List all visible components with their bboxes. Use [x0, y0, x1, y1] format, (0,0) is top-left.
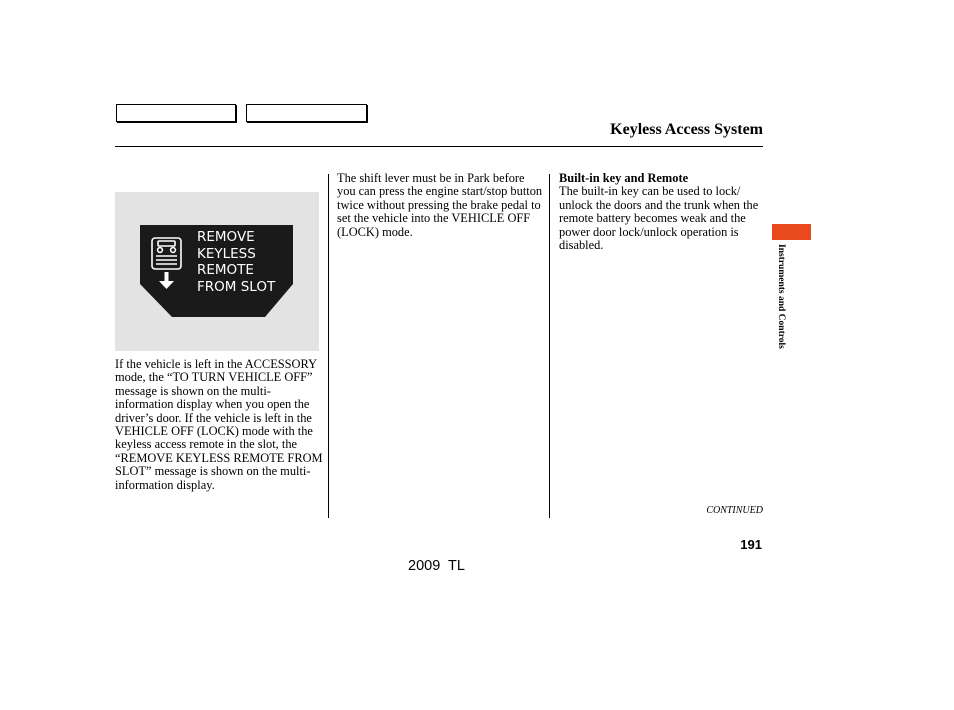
- display-line-4: FROM SLOT: [197, 278, 276, 295]
- display-message: [197, 229, 275, 295]
- footer-model: 2009 TL: [408, 558, 465, 574]
- nav-button-2[interactable]: [246, 104, 367, 122]
- page-number: 191: [740, 537, 762, 552]
- display-line-1: REMOVE: [197, 229, 255, 245]
- column-2-paragraph: The shift lever must be in Park before you can press the engine start/stop button twice without pressing the brake pedal to set the vehicle into the VEHICLE OFF (LOCK) mode.: [337, 171, 543, 239]
- column-3-subheading: Built-in key and Remote: [559, 171, 689, 185]
- display-line-3: REMOTE: [197, 262, 254, 278]
- column-divider-1: [328, 174, 329, 518]
- column-3: [559, 172, 764, 252]
- continued-label: CONTINUED: [706, 505, 763, 516]
- column-1-paragraph: If the vehicle is left in the ACCESSORY mode, the “TO TURN VEHICLE OFF” message is shown on the multi-information display when you open the driver’s door. If the vehicle is left in the VEHICLE OFF (LOCK) mode with the keyless access remote in the slot, the “REMOVE KEYLESS REMOTE FROM SLOT” message is shown on the multi-information display.: [115, 357, 323, 492]
- section-side-tab[interactable]: [772, 224, 811, 240]
- display-figure: [115, 192, 319, 351]
- display-line-2: KEYLESS: [197, 245, 256, 262]
- column-divider-2: [549, 174, 550, 518]
- nav-button-1[interactable]: [116, 104, 236, 122]
- title-rule: [115, 146, 763, 147]
- column-3-paragraph: The built-in key can be used to lock/ unlock the doors and the trunk when the remote battery becomes weak and the power door lock/unlock operation is disabled.: [559, 184, 759, 253]
- section-side-label: Instruments and Controls: [776, 244, 786, 349]
- section-title: Keyless Access System: [610, 121, 763, 138]
